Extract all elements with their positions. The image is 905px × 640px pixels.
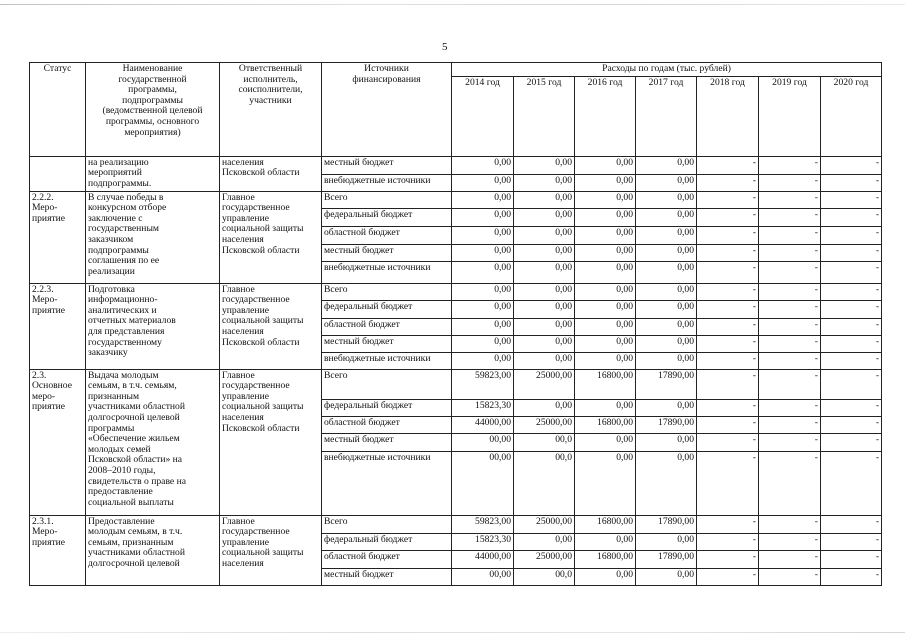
header-expenses: Расходы по годам (тыс. рублей) <box>452 63 882 77</box>
expense-value: 0,00 <box>514 226 575 244</box>
expense-value: - <box>759 399 821 416</box>
row-program-name: Подготовка информационно- аналитических и отчетных материалов для представления государственному заказчику <box>86 283 220 369</box>
expense-value: - <box>697 156 759 174</box>
expense-value: - <box>821 318 882 335</box>
row-executor: Главное государственное управление социальной защиты населения Псковской области <box>220 283 322 369</box>
row-funding-source: местный бюджет <box>322 335 452 352</box>
expense-value: 0,00 <box>575 318 636 335</box>
expense-value: - <box>697 244 759 261</box>
expense-value: - <box>697 369 759 399</box>
expense-value: 17890,00 <box>636 550 697 568</box>
expense-value: - <box>821 335 882 352</box>
expense-value: 00,00 <box>452 451 514 515</box>
expense-value: 0,00 <box>514 283 575 300</box>
expense-value: - <box>821 283 882 300</box>
row-program-name: Выдача молодым семьям, в т.ч. семьям, признанным участниками областной долгосрочной целевой программы «Обеспечение жильем молодых семей Псковской области» на 2008–2010 годы, свидетельств о праве на предоставление социальной выплаты <box>86 369 220 515</box>
header-program-name: Наименование государственной программы, подпрограммы (ведомственной целевой программы, основного мероприятия) <box>86 63 220 157</box>
expense-value: - <box>759 208 821 226</box>
row-status: 2.2.2. Меро- приятие <box>30 191 86 283</box>
expense-value: - <box>759 318 821 335</box>
header-status: Статус <box>30 63 86 157</box>
expense-value: - <box>759 335 821 352</box>
expense-value: 25000,00 <box>514 515 575 533</box>
expense-value: 0,00 <box>514 352 575 369</box>
row-status: 2.3. Основное меро- приятие <box>30 369 86 515</box>
expense-value: 0,00 <box>452 283 514 300</box>
expense-value: 0,00 <box>575 451 636 515</box>
expense-value: 0,00 <box>636 261 697 283</box>
row-program-name: В случае победы в конкурсном отборе заключение с государственным заказчиком подпрограммы соглашения по ее реализации <box>86 191 220 283</box>
expense-value: - <box>759 261 821 283</box>
page-number: 5 <box>442 41 448 53</box>
expense-value: - <box>821 416 882 433</box>
expense-value: 0,00 <box>514 244 575 261</box>
expense-value: - <box>821 226 882 244</box>
expense-value: - <box>759 568 821 585</box>
expense-value: 0,00 <box>575 300 636 318</box>
budget-table <box>29 62 882 586</box>
row-executor: Главное государственное управление социальной защиты населения <box>220 515 322 585</box>
expense-value: - <box>759 533 821 550</box>
expense-value: - <box>697 515 759 533</box>
expense-value: - <box>697 352 759 369</box>
row-program-name: на реализацию мероприятий подпрограммы. <box>86 156 220 191</box>
expense-value: 0,00 <box>452 261 514 283</box>
expense-value: 0,00 <box>636 191 697 208</box>
header-year: 2015 год <box>514 76 575 156</box>
row-funding-source: Всего <box>322 515 452 533</box>
expense-value: 0,00 <box>636 174 697 191</box>
expense-value: 0,00 <box>452 335 514 352</box>
expense-value: - <box>821 515 882 533</box>
expense-value: - <box>821 261 882 283</box>
row-funding-source: федеральный бюджет <box>322 300 452 318</box>
expense-value: - <box>697 550 759 568</box>
expense-value: 0,00 <box>575 244 636 261</box>
expense-value: 0,00 <box>514 156 575 174</box>
expense-value: 0,00 <box>636 335 697 352</box>
expense-value: - <box>821 451 882 515</box>
row-executor: Главное государственное управление социальной защиты населения Псковской области <box>220 191 322 283</box>
expense-value: 0,00 <box>514 191 575 208</box>
row-funding-source: Всего <box>322 191 452 208</box>
expense-value: 59823,00 <box>452 369 514 399</box>
expense-value: - <box>759 156 821 174</box>
row-funding-source: Всего <box>322 283 452 300</box>
expense-value: 0,00 <box>636 283 697 300</box>
expense-value: - <box>759 300 821 318</box>
expense-value: 17890,00 <box>636 515 697 533</box>
expense-value: 0,00 <box>636 451 697 515</box>
expense-value: 0,00 <box>575 335 636 352</box>
row-funding-source: федеральный бюджет <box>322 399 452 416</box>
expense-value: 25000,00 <box>514 416 575 433</box>
expense-value: - <box>759 174 821 191</box>
expense-value: 0,00 <box>636 208 697 226</box>
expense-value: - <box>821 244 882 261</box>
expense-value: 0,00 <box>452 174 514 191</box>
expense-value: - <box>697 451 759 515</box>
row-funding-source: областной бюджет <box>322 226 452 244</box>
expense-value: - <box>821 550 882 568</box>
expense-value: 00,0 <box>514 433 575 451</box>
row-funding-source: внебюджетные источники <box>322 174 452 191</box>
expense-value: 44000,00 <box>452 550 514 568</box>
expense-value: - <box>697 174 759 191</box>
expense-value: 44000,00 <box>452 416 514 433</box>
expense-value: 0,00 <box>452 352 514 369</box>
expense-value: 00,00 <box>452 433 514 451</box>
table-row <box>30 156 882 174</box>
expense-value: - <box>821 156 882 174</box>
expense-value: 0,00 <box>452 156 514 174</box>
expense-value: 0,00 <box>514 318 575 335</box>
row-executor: населения Псковской области <box>220 156 322 191</box>
expense-value: - <box>697 283 759 300</box>
table-row <box>30 283 882 300</box>
expense-value: 16800,00 <box>575 416 636 433</box>
expense-value: 0,00 <box>514 335 575 352</box>
expense-value: 0,00 <box>575 433 636 451</box>
expense-value: 0,00 <box>452 191 514 208</box>
expense-value: 0,00 <box>514 300 575 318</box>
row-executor: Главное государственное управление социальной защиты населения Псковской области <box>220 369 322 515</box>
expense-value: - <box>697 226 759 244</box>
expense-value: - <box>759 191 821 208</box>
expense-value: 0,00 <box>452 244 514 261</box>
expense-value: 0,00 <box>636 433 697 451</box>
expense-value: - <box>821 369 882 399</box>
expense-value: - <box>697 568 759 585</box>
expense-value: - <box>697 261 759 283</box>
row-funding-source: областной бюджет <box>322 416 452 433</box>
expense-value: 0,00 <box>452 226 514 244</box>
row-funding-source: федеральный бюджет <box>322 533 452 550</box>
expense-value: - <box>759 226 821 244</box>
row-funding-source: внебюджетные источники <box>322 352 452 369</box>
expense-value: 0,00 <box>636 318 697 335</box>
row-funding-source: местный бюджет <box>322 244 452 261</box>
expense-value: 16800,00 <box>575 550 636 568</box>
expense-value: 0,00 <box>452 208 514 226</box>
header-executor: Ответственный исполнитель, соисполнители, участники <box>220 63 322 157</box>
expense-value: - <box>759 433 821 451</box>
row-funding-source: областной бюджет <box>322 318 452 335</box>
table-row <box>30 369 882 399</box>
expense-value: - <box>697 399 759 416</box>
expense-value: 0,00 <box>636 244 697 261</box>
expense-value: 0,00 <box>636 226 697 244</box>
expense-value: 0,00 <box>575 208 636 226</box>
header-year: 2018 год <box>697 76 759 156</box>
row-funding-source: внебюджетные источники <box>322 261 452 283</box>
expense-value: 0,00 <box>575 226 636 244</box>
row-funding-source: федеральный бюджет <box>322 208 452 226</box>
expense-value: 0,00 <box>636 352 697 369</box>
expense-value: 16800,00 <box>575 515 636 533</box>
expense-value: 0,00 <box>575 533 636 550</box>
expense-value: 0,00 <box>575 261 636 283</box>
expense-value: 25000,00 <box>514 550 575 568</box>
expense-value: 0,00 <box>514 533 575 550</box>
expense-value: - <box>821 433 882 451</box>
expense-value: 0,00 <box>636 533 697 550</box>
row-funding-source: местный бюджет <box>322 568 452 585</box>
expense-value: 0,00 <box>514 261 575 283</box>
row-funding-source: Всего <box>322 369 452 399</box>
expense-value: 17890,00 <box>636 369 697 399</box>
expense-value: - <box>821 208 882 226</box>
table-row <box>30 515 882 533</box>
expense-value: 0,00 <box>575 352 636 369</box>
expense-value: 0,00 <box>575 191 636 208</box>
expense-value: - <box>697 416 759 433</box>
expense-value: 59823,00 <box>452 515 514 533</box>
expense-value: 00,0 <box>514 568 575 585</box>
header-funding-sources: Источники финансирования <box>322 63 452 157</box>
header-year: 2017 год <box>636 76 697 156</box>
expense-value: 0,00 <box>575 283 636 300</box>
expense-value: 15823,30 <box>452 533 514 550</box>
expense-value: - <box>759 550 821 568</box>
row-program-name: Предоставление молодым семьям, в т.ч. семьям, признанным участниками областной долгосрочной целевой <box>86 515 220 585</box>
header-year: 2019 год <box>759 76 821 156</box>
header-year: 2020 год <box>821 76 882 156</box>
expense-value: - <box>821 352 882 369</box>
expense-value: - <box>759 283 821 300</box>
row-funding-source: внебюджетные источники <box>322 451 452 515</box>
expense-value: 0,00 <box>575 399 636 416</box>
expense-value: - <box>821 533 882 550</box>
row-funding-source: областной бюджет <box>322 550 452 568</box>
row-funding-source: местный бюджет <box>322 156 452 174</box>
row-status <box>30 156 86 191</box>
expense-value: 17890,00 <box>636 416 697 433</box>
table-row <box>30 191 882 208</box>
expense-value: - <box>759 352 821 369</box>
expense-value: - <box>697 533 759 550</box>
expense-value: 00,0 <box>514 451 575 515</box>
scan-edge-top <box>0 4 905 5</box>
expense-value: - <box>759 416 821 433</box>
expense-value: - <box>821 191 882 208</box>
expense-value: - <box>697 191 759 208</box>
expense-value: - <box>821 174 882 191</box>
scan-edge-bottom <box>0 632 905 633</box>
expense-value: 0,00 <box>636 300 697 318</box>
expense-value: 16800,00 <box>575 369 636 399</box>
expense-value: - <box>697 300 759 318</box>
expense-value: 0,00 <box>636 156 697 174</box>
header-year: 2014 год <box>452 76 514 156</box>
row-funding-source: местный бюджет <box>322 433 452 451</box>
row-status: 2.2.3. Меро- приятие <box>30 283 86 369</box>
expense-value: - <box>697 318 759 335</box>
expense-value: 0,00 <box>452 300 514 318</box>
expense-value: - <box>821 568 882 585</box>
expense-value: 0,00 <box>514 208 575 226</box>
expense-value: 0,00 <box>575 174 636 191</box>
expense-value: 25000,00 <box>514 369 575 399</box>
header-year: 2016 год <box>575 76 636 156</box>
expense-value: 0,00 <box>575 568 636 585</box>
expense-value: 0,00 <box>636 568 697 585</box>
row-status: 2.3.1. Меро- приятие <box>30 515 86 585</box>
expense-value: - <box>697 433 759 451</box>
expense-value: 0,00 <box>514 174 575 191</box>
expense-value: - <box>759 244 821 261</box>
expense-value: - <box>821 399 882 416</box>
expense-value: - <box>821 300 882 318</box>
expense-value: 0,00 <box>575 156 636 174</box>
expense-value: - <box>697 335 759 352</box>
expense-value: 0,00 <box>452 318 514 335</box>
expense-value: - <box>759 515 821 533</box>
expense-value: 0,00 <box>514 399 575 416</box>
expense-value: 15823,30 <box>452 399 514 416</box>
expense-value: 00,00 <box>452 568 514 585</box>
expense-value: 0,00 <box>636 399 697 416</box>
expense-value: - <box>697 208 759 226</box>
expense-value: - <box>759 369 821 399</box>
expense-value: - <box>759 451 821 515</box>
